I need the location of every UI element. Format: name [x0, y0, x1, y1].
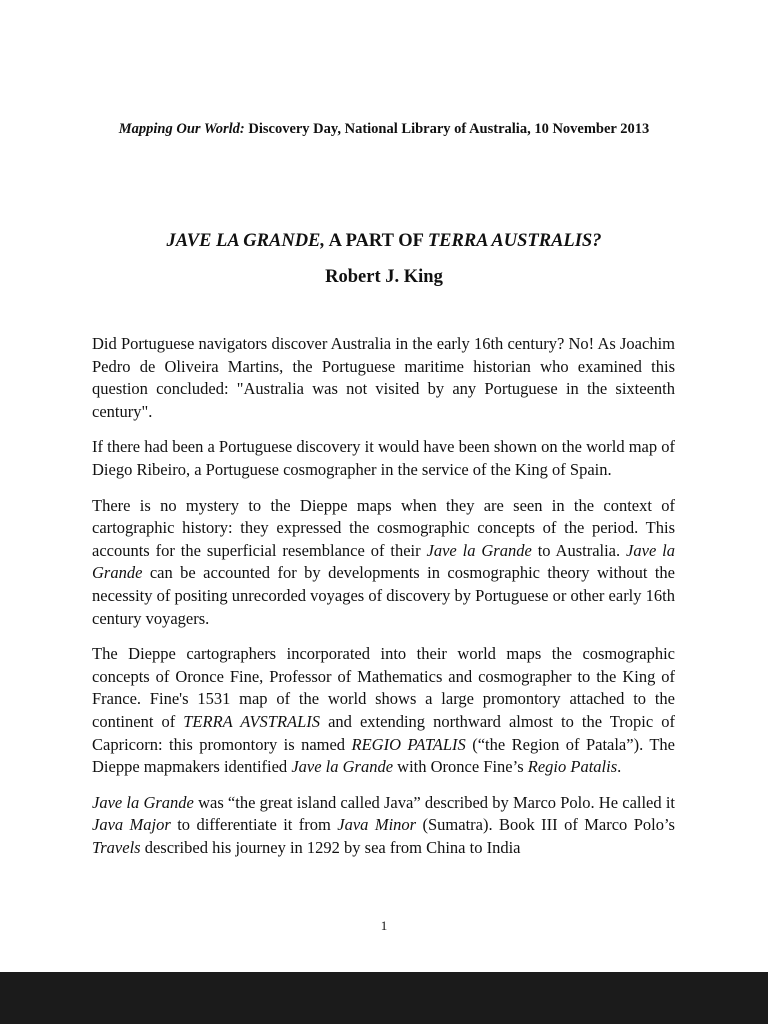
italic-term: Jave la Grande: [92, 792, 194, 812]
paragraph-text: to differentiate it from: [170, 815, 338, 835]
paper-title: [0, 229, 768, 253]
paragraph-text: and extending northward almost to the Tropic of Capricorn: this promontory is named: [92, 711, 675, 754]
author-name: Robert J. King: [325, 267, 443, 287]
paragraph-text: (Sumatra). Book III of Marco Polo’s: [416, 815, 675, 835]
body-paragraph: [92, 643, 675, 779]
italic-term: Java Major: [92, 815, 171, 835]
italic-term: Jave la Grande: [92, 540, 676, 583]
italic-term: Jave la Grande: [426, 540, 532, 560]
title-part-terra: TERRA AUSTRALIS?: [427, 231, 602, 251]
body-paragraph: [92, 495, 675, 631]
italic-term: Travels: [92, 837, 141, 857]
body-text: [92, 333, 675, 872]
title-part-jave: JAVE LA GRANDE,: [166, 231, 326, 251]
italic-term: Java Minor: [337, 815, 417, 835]
body-paragraph: [92, 792, 675, 860]
series-title: Mapping Our World:: [118, 121, 245, 137]
viewer-footer-bar: [0, 972, 768, 1024]
paragraph-text: was “the great island called Java” described by Marco Polo. He called it: [193, 792, 676, 812]
paragraph-text: with Oronce Fine’s: [393, 757, 528, 777]
body-paragraph: [92, 436, 675, 481]
paragraph-text: Did Portuguese navigators discover Australia in the early 16th century? No! As Joachim Pedro de Oliveira Martins, the Portuguese maritime historian who examined this question concluded: "Australia was not visited by any Portuguese in the sixteenth century".: [92, 334, 675, 421]
paragraph-text: can be accounted for by developments in cosmographic theory without the necessity of positing unrecorded voyages of discovery by Portuguese or other early 16th century voyagers.: [92, 563, 675, 628]
paragraph-text: The Dieppe cartographers incorporated into their world maps the cosmographic concepts of Oronce Fine, Professor of Mathematics and cosmographer to the King of France. Fine's 1531 map of the world shows a large promontory attached to the continent of: [92, 644, 675, 731]
italic-term: Regio Patalis: [527, 757, 618, 777]
paragraph-text: (“the Region of Patala”). The Dieppe mapmakers identified: [92, 734, 675, 777]
body-paragraph: [92, 333, 675, 423]
event-details: Discovery Day, National Library of Australia, 10 November 2013: [248, 121, 650, 137]
paragraph-text: .: [617, 757, 622, 777]
paragraph-text: described his journey in 1292 by sea from China to India: [140, 837, 521, 857]
title-part-middle: A PART OF: [325, 231, 428, 251]
paragraph-text: There is no mystery to the Dieppe maps when they are seen in the context of cartographic history: they expressed the cosmographic concepts of the period. This accounts for the superficial resemblance of their: [92, 495, 675, 560]
paragraph-text: to Australia.: [531, 540, 627, 560]
paragraph-text: If there had been a Portuguese discovery it would have been shown on the world map of Diego Ribeiro, a Portuguese cosmographer in the service of the King of Spain.: [92, 437, 675, 479]
italic-term: REGIO PATALIS: [351, 734, 466, 754]
conference-header: [0, 120, 768, 138]
italic-term: TERRA AVSTRALIS: [183, 711, 321, 731]
page-number: 1: [380, 918, 388, 933]
italic-term: Jave la Grande: [291, 757, 394, 777]
